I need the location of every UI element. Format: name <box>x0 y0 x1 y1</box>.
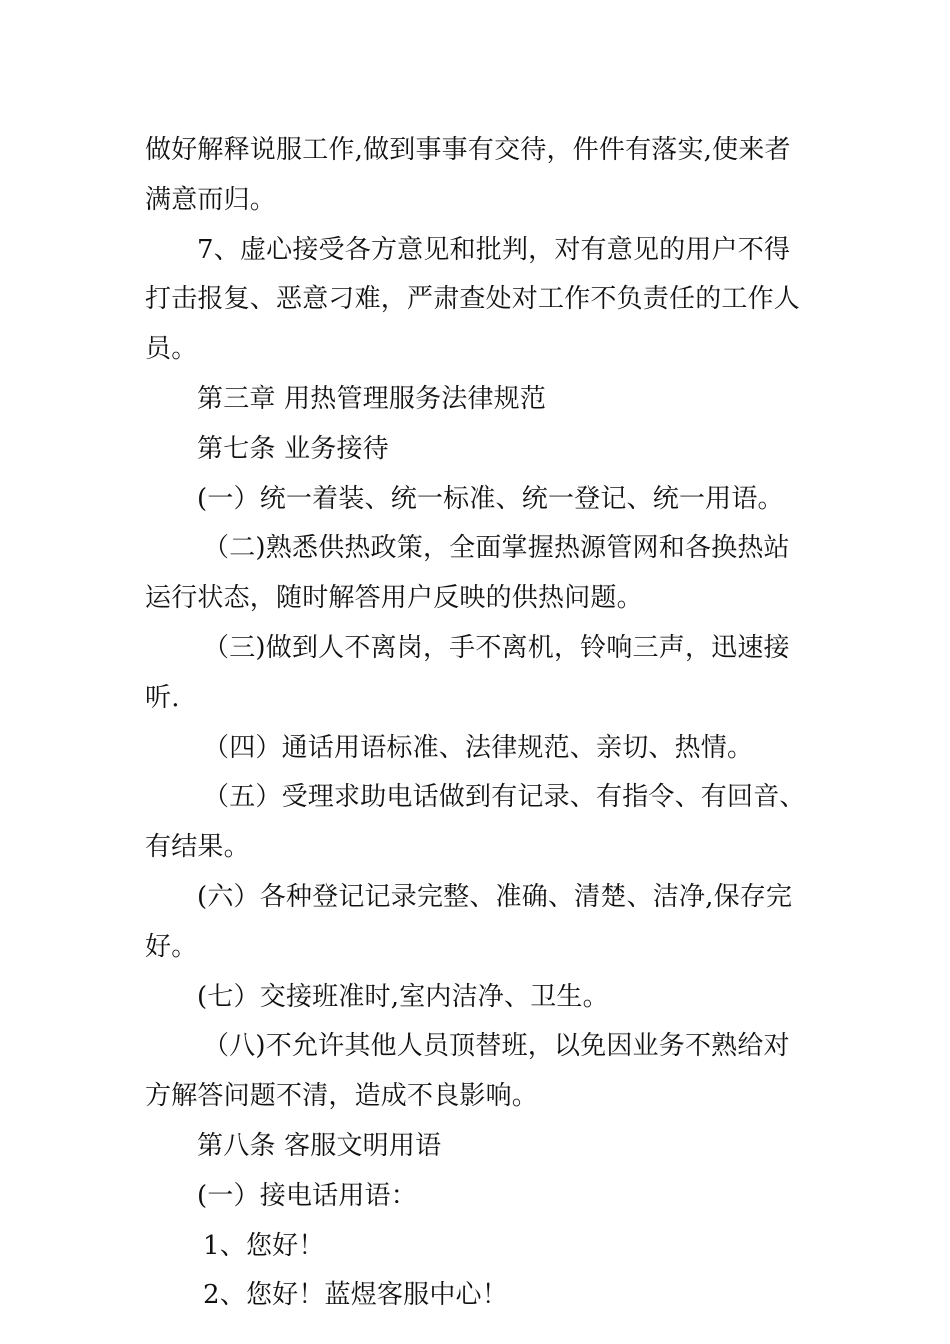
paragraph-continuation: 做好解释说服工作,做到事事有交待，件件有落实,使来者满意而归。 <box>145 135 791 215</box>
paragraph-clause-7: (七）交接班准时,室内洁净、卫生。 <box>197 981 609 1012</box>
list-item-1: 1、您好！ <box>203 1230 325 1261</box>
article-heading-8: 第八条 客服文明用语 <box>197 1130 442 1161</box>
paragraph-clause-8: （八)不允许其他人员顶替班，以免因业务不熟给对方解答问题不清，造成不良影响。 <box>145 1031 790 1112</box>
paragraph-clause-4: （四）通话用语标准、法律规范、亲切、热情。 <box>203 732 754 763</box>
document-body <box>145 126 810 1321</box>
paragraph-clause-6: (六）各种登记记录完整、准确、清楚、洁净,保存完好。 <box>145 881 793 962</box>
chapter-heading: 第三章 用热管理服务法律规范 <box>197 383 547 414</box>
list-item-2: 2、您好！蓝煜客服中心！ <box>203 1280 508 1311</box>
paragraph-clause-3: （三)做到人不离岗，手不离机，铃响三声，迅速接听. <box>145 632 790 713</box>
paragraph-subclause-1: (一）接电话用语： <box>197 1180 417 1211</box>
paragraph-clause-2: （二)熟悉供热政策，全面掌握热源管网和各换热站运行状态，随时解答用户反映的供热问题。 <box>145 533 790 614</box>
paragraph-item-7: 7、虚心接受各方意见和批判，对有意见的用户不得打击报复、恶意刁难，严肃查处对工作不负责任的工作人员。 <box>145 234 801 365</box>
paragraph-clause-1: (一）统一着装、统一标准、统一登记、统一用语。 <box>197 483 784 514</box>
paragraph-clause-5: （五）受理求助电话做到有记录、有指令、有回音、有结果。 <box>145 782 806 863</box>
article-heading-7: 第七条 业务接待 <box>197 433 389 464</box>
